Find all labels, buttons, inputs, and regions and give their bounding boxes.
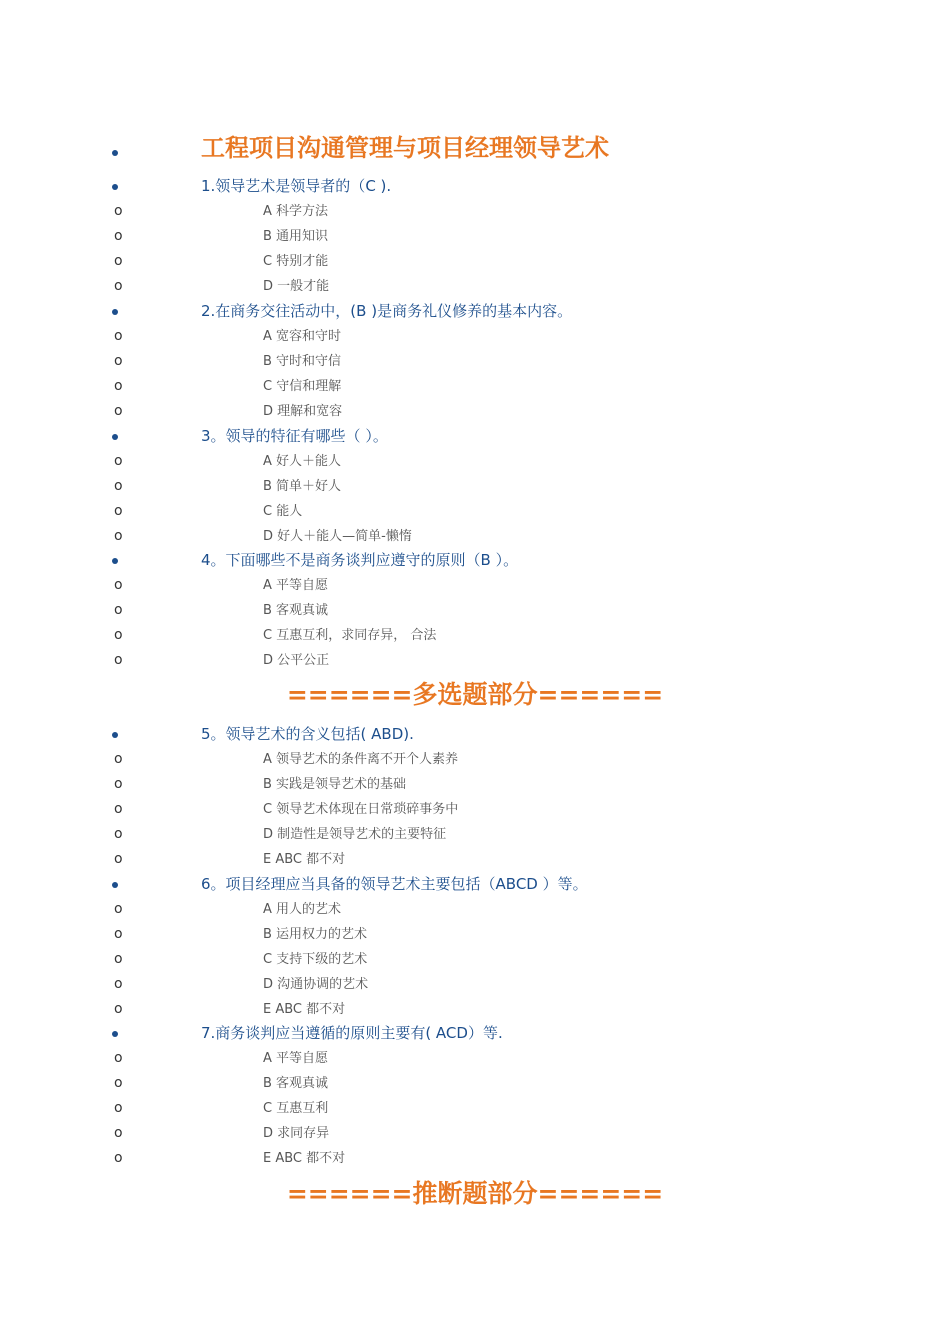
option-text: D 沟通协调的艺术 [263,977,369,992]
option-bullet: o [114,253,123,269]
option-text: B 简单＋好人 [263,479,342,494]
option-bullet: o [114,453,123,469]
option-text: A 用人的艺术 [263,902,342,917]
option-text: D 制造性是领导艺术的主要特征 [263,827,447,842]
bullet-dot [112,732,118,738]
option-bullet: o [114,951,123,967]
question-row [0,424,950,449]
option-bullet: o [114,1100,123,1116]
bullet-dot [112,184,118,190]
option-text: C 支持下级的艺术 [263,952,368,967]
option-row [0,249,950,274]
option-row [0,922,950,947]
option-bullet: o [114,1050,123,1066]
option-text: B 守时和守信 [263,354,342,369]
question-row [0,872,950,897]
option-bullet: o [114,1125,123,1141]
option-row [0,399,950,424]
option-bullet: o [114,278,123,294]
option-bullet: o [114,976,123,992]
option-row [0,822,950,847]
option-text: A 平等自愿 [263,578,329,593]
bullet-dot [112,150,118,156]
option-text: B 客观真诚 [263,603,329,618]
bullet-dot [112,882,118,888]
question-text: 5。领导艺术的含义包括( ABD). [201,725,414,743]
question-row [0,174,950,199]
option-row [0,499,950,524]
document-title: 工程项目沟通管理与项目经理领导艺术 [201,134,609,162]
option-bullet: o [114,1075,123,1091]
section-heading-true-false: ======推断题部分====== [286,1179,664,1208]
option-row [0,997,950,1022]
option-text: D 好人＋能人—简单-懒惰 [263,529,412,544]
option-row [0,947,950,972]
bullet-dot [112,558,118,564]
question-text: 7.商务谈判应当遵循的原则主要有( ACD）等. [201,1024,503,1042]
option-bullet: o [114,403,123,419]
option-bullet: o [114,602,123,618]
question-text: 3。领导的特征有哪些（ ）。 [201,427,388,445]
option-row [0,1071,950,1096]
option-text: B 客观真诚 [263,1076,329,1091]
option-text: E ABC 都不对 [263,1002,346,1017]
option-row [0,349,950,374]
option-text: D 理解和宽容 [263,404,343,419]
option-bullet: o [114,577,123,593]
option-bullet: o [114,203,123,219]
option-text: A 领导艺术的条件离不开个人素养 [263,752,459,767]
option-text: A 科学方法 [263,204,329,219]
option-text: B 运用权力的艺术 [263,927,368,942]
option-bullet: o [114,478,123,494]
option-bullet: o [114,503,123,519]
option-text: D 公平公正 [263,653,330,668]
option-bullet: o [114,378,123,394]
question-text: 6。项目经理应当具备的领导艺术主要包括（ABCD ）等。 [201,875,588,893]
question-row [0,1021,950,1046]
bullet-dot [112,309,118,315]
option-bullet: o [114,826,123,842]
option-bullet: o [114,1001,123,1017]
option-bullet: o [114,851,123,867]
option-row [0,747,950,772]
option-row [0,648,950,673]
option-bullet: o [114,901,123,917]
question-text: 2.在商务交往活动中，(B )是商务礼仪修养的基本内容。 [201,302,573,320]
option-row [0,474,950,499]
option-bullet: o [114,228,123,244]
option-bullet: o [114,328,123,344]
option-row [0,1046,950,1071]
question-row [0,299,950,324]
option-text: C 特别才能 [263,254,329,269]
option-text: B 实践是领导艺术的基础 [263,777,407,792]
question-row [0,722,950,747]
option-row [0,897,950,922]
option-text: D 求同存异 [263,1126,330,1141]
option-text: E ABC 都不对 [263,852,346,867]
question-text: 1.领导艺术是领导者的（C ). [201,177,392,195]
option-bullet: o [114,528,123,544]
option-row [0,847,950,872]
option-text: D 一般才能 [263,279,330,294]
option-bullet: o [114,801,123,817]
option-text: C 领导艺术体现在日常琐碎事务中 [263,802,459,817]
option-row [0,772,950,797]
question-row [0,548,950,573]
bullet-dot [112,434,118,440]
option-text: C 能人 [263,504,303,519]
option-row [0,524,950,549]
question-text: 4。下面哪些不是商务谈判应遵守的原则（B ）。 [201,551,519,569]
option-bullet: o [114,627,123,643]
option-text: B 通用知识 [263,229,329,244]
option-text: C 互惠互利，求同存异， 合法 [263,628,437,643]
option-row [0,598,950,623]
section-heading-multi-choice: ======多选题部分====== [286,680,664,709]
option-row [0,274,950,299]
option-row [0,797,950,822]
option-row [0,224,950,249]
option-text: C 互惠互利 [263,1101,329,1116]
title-row [0,136,950,168]
option-bullet: o [114,1150,123,1166]
option-bullet: o [114,776,123,792]
option-row [0,1096,950,1121]
option-text: A 好人＋能人 [263,454,342,469]
option-text: E ABC 都不对 [263,1151,346,1166]
option-row [0,199,950,224]
option-row [0,449,950,474]
option-bullet: o [114,353,123,369]
option-row [0,623,950,648]
option-row [0,972,950,997]
option-bullet: o [114,926,123,942]
option-row [0,573,950,598]
option-text: A 宽容和守时 [263,329,342,344]
option-row [0,1121,950,1146]
option-row [0,374,950,399]
option-bullet: o [114,652,123,668]
bullet-dot [112,1031,118,1037]
option-bullet: o [114,751,123,767]
option-row [0,1146,950,1171]
option-text: C 守信和理解 [263,379,342,394]
option-row [0,324,950,349]
option-text: A 平等自愿 [263,1051,329,1066]
